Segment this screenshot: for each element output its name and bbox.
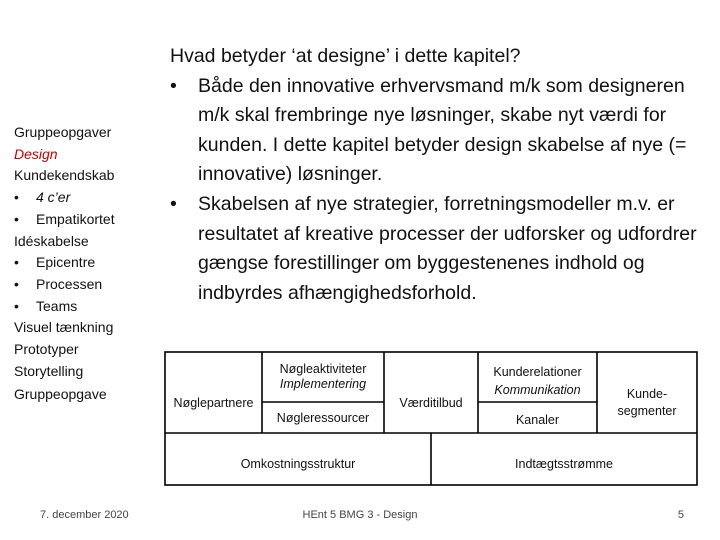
canvas-cost-structure: Omkostningsstruktur — [240, 457, 356, 471]
canvas-value-proposition: Værditilbud — [399, 396, 463, 410]
sidebar-item-label: Teams — [36, 297, 78, 314]
sidebar-item-label: Idéskabelse — [14, 232, 89, 249]
main-bullet-text: Både den innovative erhvervsmand m/k som designeren m/k skal frembringe nye løsninger, skabe nyt værdi for kunden. I dette kapitel betyder design skabelse af nye (= innovative) løsninger. — [198, 74, 687, 186]
sidebar-item-label: Storytelling — [14, 362, 84, 379]
main-question: Hvad betyder ‘at designe’ i dette kapitel? — [170, 45, 521, 67]
canvas-key-partners: Nøglepartnere — [173, 396, 254, 410]
main-bullet-text: Skabelsen af nye strategier, forretningsmodeller m.v. er resultatet af kreative processer der udforsker og udfordrer gængse forestillinger om byggestenenes indhold og indbyrdes afhængighedsforhold. — [198, 192, 697, 304]
sidebar-item-label: Epicentre — [36, 254, 96, 271]
sidebar-item-label: Gruppeopgaver — [14, 124, 112, 140]
bullet-icon: • — [14, 275, 19, 292]
canvas-revenue-streams: Indtægtsstrømme — [515, 457, 613, 471]
bullet-icon: • — [170, 74, 177, 97]
sidebar-item-label: Empatikortet — [36, 210, 115, 227]
bullet-icon: • — [14, 297, 19, 314]
sidebar-item-label: Gruppeopgave — [14, 386, 107, 403]
canvas-channels: Kanaler — [515, 413, 560, 427]
footer-title: HEnt 5 BMG 3 - Design — [302, 509, 418, 521]
sidebar-item-label: Kundekendskab — [14, 167, 115, 184]
canvas-customer-segments-line1: Kunde- — [626, 387, 668, 401]
canvas-customer-segments-line2: segmenter — [617, 404, 677, 418]
canvas-customer-relationships: Kunderelationer — [493, 365, 582, 379]
footer-date: 7. december 2020 — [40, 509, 129, 521]
bullet-icon: • — [14, 189, 19, 206]
bullet-icon: • — [14, 210, 19, 227]
sidebar-item-label: Visuel tænkning — [14, 319, 114, 336]
canvas-customer-relationships-sub: Kommunikation — [494, 383, 581, 397]
sidebar-item-label: Processen — [36, 275, 103, 292]
bullet-icon: • — [14, 254, 19, 271]
canvas-key-activities: Nøgleaktiviteter — [279, 362, 367, 376]
sidebar-item-label: Design — [14, 145, 58, 162]
bullet-icon: • — [170, 192, 177, 215]
canvas-key-activities-sub: Implementering — [279, 377, 367, 391]
canvas-key-resources: Nøgleressourcer — [276, 411, 370, 425]
sidebar-item-label: Prototyper — [14, 341, 79, 358]
sidebar-item-label: 4 c’er — [36, 189, 71, 206]
footer-page-number: 5 — [677, 509, 684, 521]
